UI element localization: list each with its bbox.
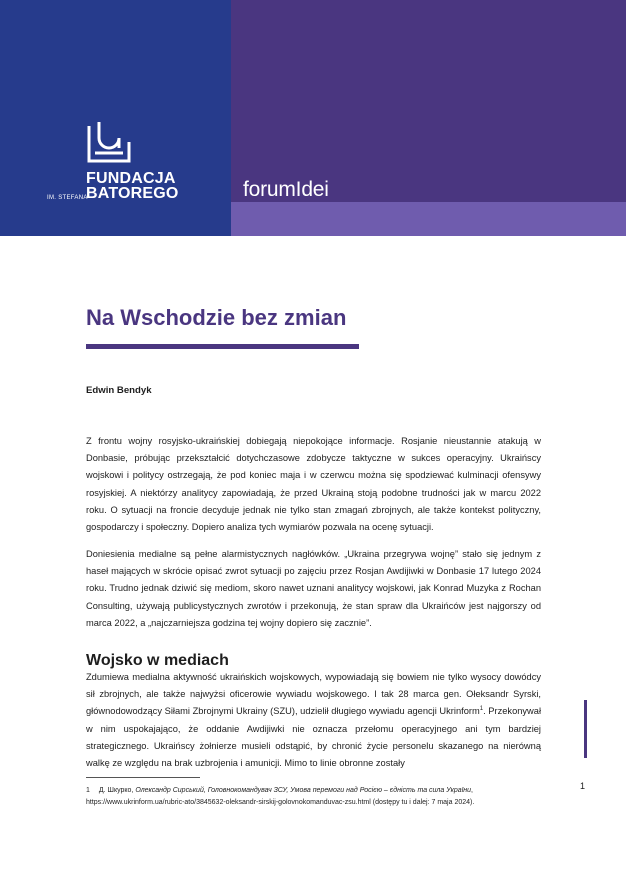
section-heading: Wojsko w mediach xyxy=(86,652,229,669)
foundation-logo-name xyxy=(86,171,179,201)
header-banner-strip xyxy=(231,202,626,236)
article-author: Edwin Bendyk xyxy=(86,385,152,396)
foundation-logo-icon xyxy=(86,118,132,164)
title-underline xyxy=(86,344,359,349)
paragraph-1: Z frontu wojny rosyjsko-ukraińskiej dobiegają niepokojące informacje. Rosjanie nieustannie atakują w Donbasie, próbując przekształcić dotychczasowe zdobycze taktyczne w sukces operacyjny. Ukraińscy wojskowi i politycy ostrzegają, że pod koniec maja i w czerwcu można się spodziewać kulminacji ofensywy rosyjskiej. A niektórzy analitycy zapowiadają, że przed Ukrainą stoją podobne trudności jak w marcu 2022 roku. O sytuacji na froncie decyduje jednak nie tylko stan zmagań zbrojnych, ale także kontekst polityczny, gospodarczy i społeczny. Dopiero analiza tych wymiarów pozwala na ocenę sytuacji. xyxy=(86,436,541,533)
side-accent-bar xyxy=(584,700,587,758)
logo-name-line2: BATOREGO xyxy=(86,185,179,202)
section-text-part1: Zdumiewa medialna aktywność ukraińskich wojskowych, wypowiadają się bowiem nie tylko wysocy dowódcy sił zbrojnych, ale także najwyżsi oficerowie wywiadu wojskowego. I tak 28 marca gen. Ołeksandr Syrski, głównodowodzący Siłami Zbrojnymi Ukrainy (SZU), udzielił długiego wywiadu agencji Ukrinform xyxy=(86,672,541,717)
footnote-title: Олександр Сирський, Головнокомандувач ЗСУ, Умова перемоги над Росією – єдність та сила України xyxy=(135,787,472,794)
article-title: Na Wschodzie bez zmian xyxy=(86,305,347,330)
section-text-part2: . Przekonywał w nim uspokajająco, że oddanie Awdijiwki nie oznacza przełomu operacyjnego ani tym bardziej strategicznego. Ukraińscy żołnierze musieli odstąpić, by chronić życie personelu skazanego na nierówną walkę ze względu na brak uzbrojenia i amunicji. Mimo to linie obronne zostały xyxy=(86,706,542,769)
footnote-reference[interactable]: 1 xyxy=(479,706,484,713)
footnote-author: Д. Шкурко, xyxy=(98,787,134,794)
footnote xyxy=(86,785,541,808)
footnote-url[interactable]: , https://www.ukrinform.ua/rubric-ato/3845632-oleksandr-sirskij-golovnokomanduvac-zsu.html (dostępy tu i dalej: 7 maja 2024). xyxy=(86,787,475,806)
section-paragraph xyxy=(86,669,541,772)
logo-name-line1: FUNDACJA xyxy=(86,170,176,187)
footnote-divider xyxy=(86,777,200,778)
header-banner-purple xyxy=(231,0,626,202)
publication-title: forumIdei xyxy=(243,178,329,201)
page-number: 1 xyxy=(580,781,586,791)
footnote-number: 1 xyxy=(86,787,90,794)
logo-subtitle: IM. STEFANA xyxy=(47,195,88,201)
paragraph-2: Doniesienia medialne są pełne alarmistycznych nagłówków. „Ukraina przegrywa wojnę” stało się jednym z haseł mających w skrócie opisać zwrot sytuacji po zajęciu przez Rosjan Awdijiwki w Donbasie 17 lutego 2024 roku. Trudno jednak dziwić się mediom, skoro nawet uznani analitycy wojskowi, jak Konrad Muzyka z Rochan Consulting, używają publicystycznych zwrotów i przekonują, że stan spraw dla Ukraińców jest najgorszy od marca 2022, a „najczarniejsza godzina tej wojny dopiero się zacznie”. xyxy=(86,549,541,628)
